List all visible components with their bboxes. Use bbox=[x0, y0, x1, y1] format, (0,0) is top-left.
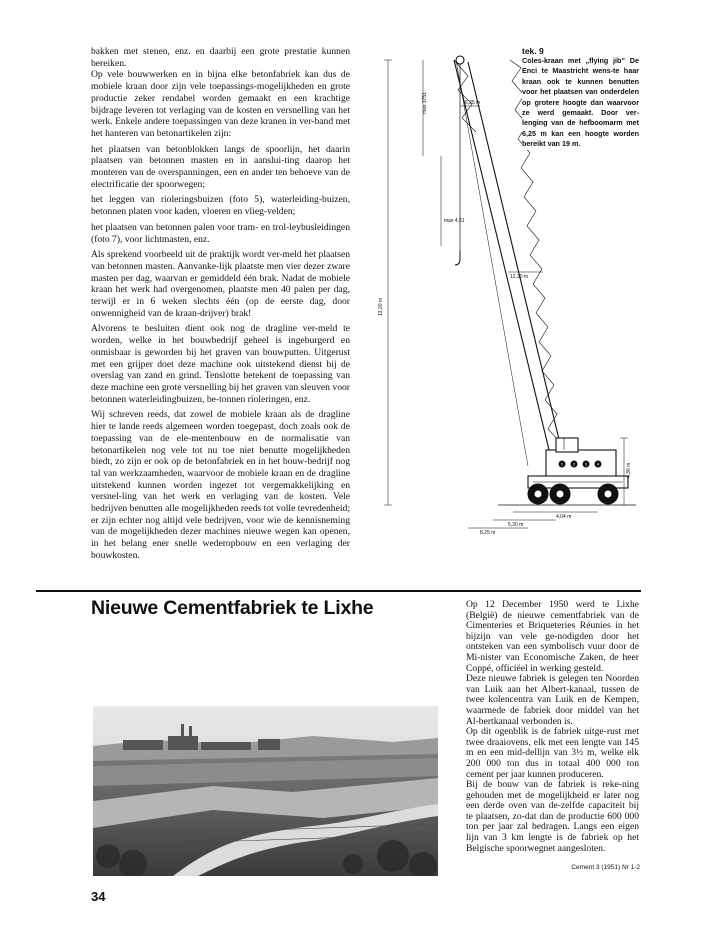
paragraph: Alvorens te besluiten dient ook nog de dragline ver-meld te worden, welke in het bouwbedrijf geheel is ingeburgerd en onmisbaar is geworden bij het graven van bouwputten. Uitgerust met een grijper doet deze machine ook uitstekend dienst bij de overslag van zand en grind. Tenslotte betekent de toepassing van deze machine een grote versnelling bij het graven van sleuven voor betonnen waterleidingbuizen, be-tonnen rioleringen, enz. bbox=[91, 323, 350, 405]
figure-number: tek. 9 bbox=[522, 46, 544, 56]
paragraph: Op 12 December 1950 werd te Lixhe (België) de nieuwe cementfabriek van de Cimenteries et Briqueteries Réunies in het bijzijn van vele ge-nodigden door het ontsteken van een symbolisch vuur door de Mi-nister van Economische Zaken, de heer Coppé, officiëel in werking gesteld. bbox=[466, 599, 639, 674]
dim-height-total: 13,20 m bbox=[378, 297, 384, 316]
paragraph: bakken met stenen, enz. en daarbij een grote prestatie kunnen bereiken. bbox=[91, 46, 350, 69]
paragraph: Bij de bouw van de fabriek is reke-ning gehouden met de mogelijkheid er later nog een derde oven van de-zelfde capaciteit bij te plaatsen, zo-dat dan de productie 600 000 ton per jaar zal bedragen. Langs een eigen lijn van 3 km lengte is de fabriek op het Belgische spoorwegnet aangesloten. bbox=[466, 779, 639, 854]
factory-photo bbox=[93, 706, 438, 876]
dim-max-top: max 1751 bbox=[422, 92, 428, 114]
svg-text:3: 3 bbox=[584, 461, 588, 467]
paragraph: Als sprekend voorbeeld uit de praktijk wordt ver-meld het plaatsen van betonnen masten. Aanvanke-lijk plaatste men vier dezer zware masten per dag, waarvan er gemiddeld één brak. Nadat de mobiele kraan het werk had overgenomen, plaatste men 40 palen per dag, terwijl er in 6 weken slechts één (op de eerste dag, door onwennigheid van de kraan-drijver) brak! bbox=[91, 249, 350, 319]
section-divider bbox=[36, 590, 641, 592]
dim-width-1: 4,04 m bbox=[556, 514, 572, 520]
dim-boom-height: 12,20 m bbox=[510, 274, 529, 280]
caption-text: Coles-kraan met „flying jib” De Enci te Maastricht wens-te haar kraan ook te kunnen benutten voor het plaatsen van onderdelen op grotere hoogte dan waarvoor ze werd gemaakt. Door ver-lenging van de hefboomarm met 6,25 m kan een hoogte worden bereikt van 19 m. bbox=[522, 56, 639, 149]
svg-text:1: 1 bbox=[560, 461, 564, 467]
paragraph: het plaatsen van betonblokken langs de spoorlijn, het daarin plaatsen van betonnen masten en in aanslui-ting daarop het monteren van de overspanningen, een en ander ten behoeve van de electrificatie der spoorwegen; bbox=[91, 143, 350, 190]
paragraph: Op dit ogenblik is de fabriek uitge-rust met twee draaiovens, elk met een lengte van 145 m en een mid-dellijn van 3½ m, welke elk 200 000 ton dus in totaal 400 000 ton cement per jaar kunnen produceren. bbox=[466, 726, 639, 780]
paragraph: Wij schreven reeds, dat zowel de mobiele kraan als de dragline hier te lande reeds algemeen worden toegepast, doch zoals ook de toepassing van de ele-mentenbouw en de normalisatie van betonartikelen nog vele tot nu toe niet benutte mogelijkheden biedt, zo zijn er ook op de betonfabriek en in het bouw-bedrijf nog tal van werkzaamheden, waarvoor de mobiele kraan en de dragline uitstekend kunnen worden ingezet tot vergemakkelijking en versnel-ling van het werk en verlaging van de kosten. Vele bedrijven benutten alle mogelijkheden reeds tot volle tevredenheid; er zijn echter nog altijd vele bedrijven, voor wie de kennisneming van de mogelijkheden dezer machines nieuwe wegen kan openen, in het belang ener snelle wederopbouw en een verlaging der bouwkosten. bbox=[91, 409, 350, 561]
paragraph: het leggen van rioleringsbuizen (foto 5), waterleiding-buizen, betonnen platen voor kaden, vloeren en vlieg-velden; bbox=[91, 194, 350, 218]
paragraph: het plaatsen van betonnen palen voor tram- en trol-leybusleidingen (foto 7), voor lichtmasten, enz. bbox=[91, 221, 350, 245]
svg-text:4: 4 bbox=[596, 461, 600, 467]
paragraph: Op vele bouwwerken en in bijna elke betonfabriek kan dus de mobiele kraan door zijn vele toepassings-mogelijkheden en grote productie zeker rendabel worden gemaakt en een krachtige bijdrage leveren tot verlaging van de kosten en versnelling van het werk. Enkele andere toepassingen van deze kranen in ver-band met het hanteren van betonartikelen zijn: bbox=[91, 69, 350, 139]
paragraph: Deze nieuwe fabriek is gelegen ten Noorden van Luik aan het Albert-kanaal, tussen de twee kolencentra van Luik en de Kempen, waarmede de fabriek door middel van het Al-bertkanaal verbonden is. bbox=[466, 673, 639, 727]
dim-width-3: 8,25 m bbox=[480, 530, 496, 536]
source-reference: Cement 3 (1951) Nr 1-2 bbox=[571, 864, 640, 871]
article-body bbox=[466, 600, 639, 854]
article-title: Nieuwe Cementfabriek te Lixhe bbox=[91, 597, 374, 619]
figure-caption bbox=[522, 46, 639, 150]
left-column bbox=[91, 46, 350, 566]
svg-text:2: 2 bbox=[572, 461, 576, 467]
dim-width-2: 5,30 m bbox=[508, 522, 524, 528]
dim-max-mid: max 4,51 bbox=[444, 218, 465, 224]
page-number: 34 bbox=[91, 889, 106, 904]
dim-vehicle-height: 4,36 m bbox=[626, 462, 632, 478]
dim-jib-extension: 6,25 m bbox=[465, 100, 481, 106]
